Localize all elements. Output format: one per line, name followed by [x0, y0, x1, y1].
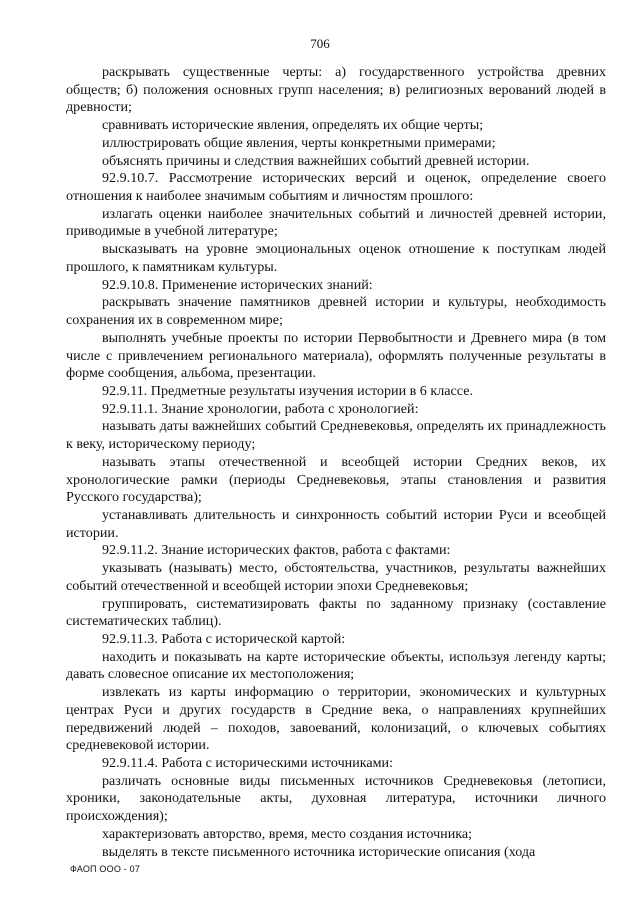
paragraph: 92.9.11.2. Знание исторических фактов, работа с фактами:: [102, 542, 451, 559]
paragraph: излагать оценки наиболее значительных событий и личностей древней истории, приводимые в учебной литературе;: [66, 205, 606, 240]
paragraph: иллюстрировать общие явления, черты конкретными примерами;: [102, 134, 496, 151]
paragraph: объяснять причины и следствия важнейших событий древней истории.: [102, 152, 530, 169]
paragraph: различать основные виды письменных источников Средневековья (летописи, хроники, законодательные акты, духовная литература, источники личного происхождения);: [66, 772, 606, 825]
paragraph: 92.9.10.7. Рассмотрение исторических версий и оценок, определение своего отношения к наиболее значимым событиям и личностям прошлого:: [66, 170, 606, 205]
paragraph: называть даты важнейших событий Средневековья, определять их принадлежность к веку, историческому периоду;: [66, 418, 606, 453]
paragraph: 92.9.11.1. Знание хронологии, работа с хронологией:: [102, 400, 419, 417]
paragraph: извлекать из карты информацию о территории, экономических и культурных центрах Руси и других государств в Средние века, о направлениях крупнейших передвижений людей – походов, завоеваний, колонизаций, о ключевых событиях средневековой истории.: [66, 684, 606, 754]
page-number: 706: [310, 36, 330, 51]
paragraph: высказывать на уровне эмоциональных оценок отношение к поступкам людей прошлого, к памятникам культуры.: [66, 241, 606, 275]
paragraph: выполнять учебные проекты по истории Первобытности и Древнего мира (в том числе с привлечением регионального материала), оформлять полученные результаты в форме сообщения, альбома, презентации.: [66, 329, 606, 382]
paragraph: 92.9.10.8. Применение исторических знаний:: [102, 276, 373, 293]
paragraph: характеризовать авторство, время, место создания источника;: [102, 825, 473, 842]
paragraph: раскрывать значение памятников древней истории и культуры, необходимость сохранения их в современном мире;: [66, 294, 606, 329]
paragraph: находить и показывать на карте исторические объекты, используя легенду карты; давать словесное описание их местоположения;: [66, 648, 606, 683]
paragraph: 92.9.11. Предметные результаты изучения истории в 6 классе.: [102, 382, 473, 399]
paragraph: устанавливать длительность и синхронность событий истории Руси и всеобщей истории.: [66, 506, 606, 541]
document-footer-code: ФАОП ООО - 07: [70, 864, 141, 874]
paragraph: 92.9.11.4. Работа с историческими источниками:: [102, 755, 394, 772]
paragraph: сравнивать исторические явления, определять их общие черты;: [102, 117, 484, 134]
paragraph: выделять в тексте письменного источника исторические описания (хода: [102, 843, 536, 860]
paragraph: 92.9.11.3. Работа с исторической картой:: [102, 631, 346, 647]
paragraph: указывать (называть) место, обстоятельства, участников, результаты важнейших событий отечественной и всеобщей истории эпохи Средневековья;: [66, 560, 606, 594]
paragraph: группировать, систематизировать факты по заданному признаку (составление систематических таблиц).: [66, 595, 606, 630]
body-text: [66, 64, 606, 861]
paragraph: называть этапы отечественной и всеобщей истории Средних веков, их хронологические рамки (периоды Средневековья, этапы становления и развития Русского государства);: [66, 453, 606, 506]
paragraph: раскрывать существенные черты: а) государственного устройства древних обществ; б) положения основных групп населения; в) религиозных верований людей в древности;: [66, 64, 606, 116]
